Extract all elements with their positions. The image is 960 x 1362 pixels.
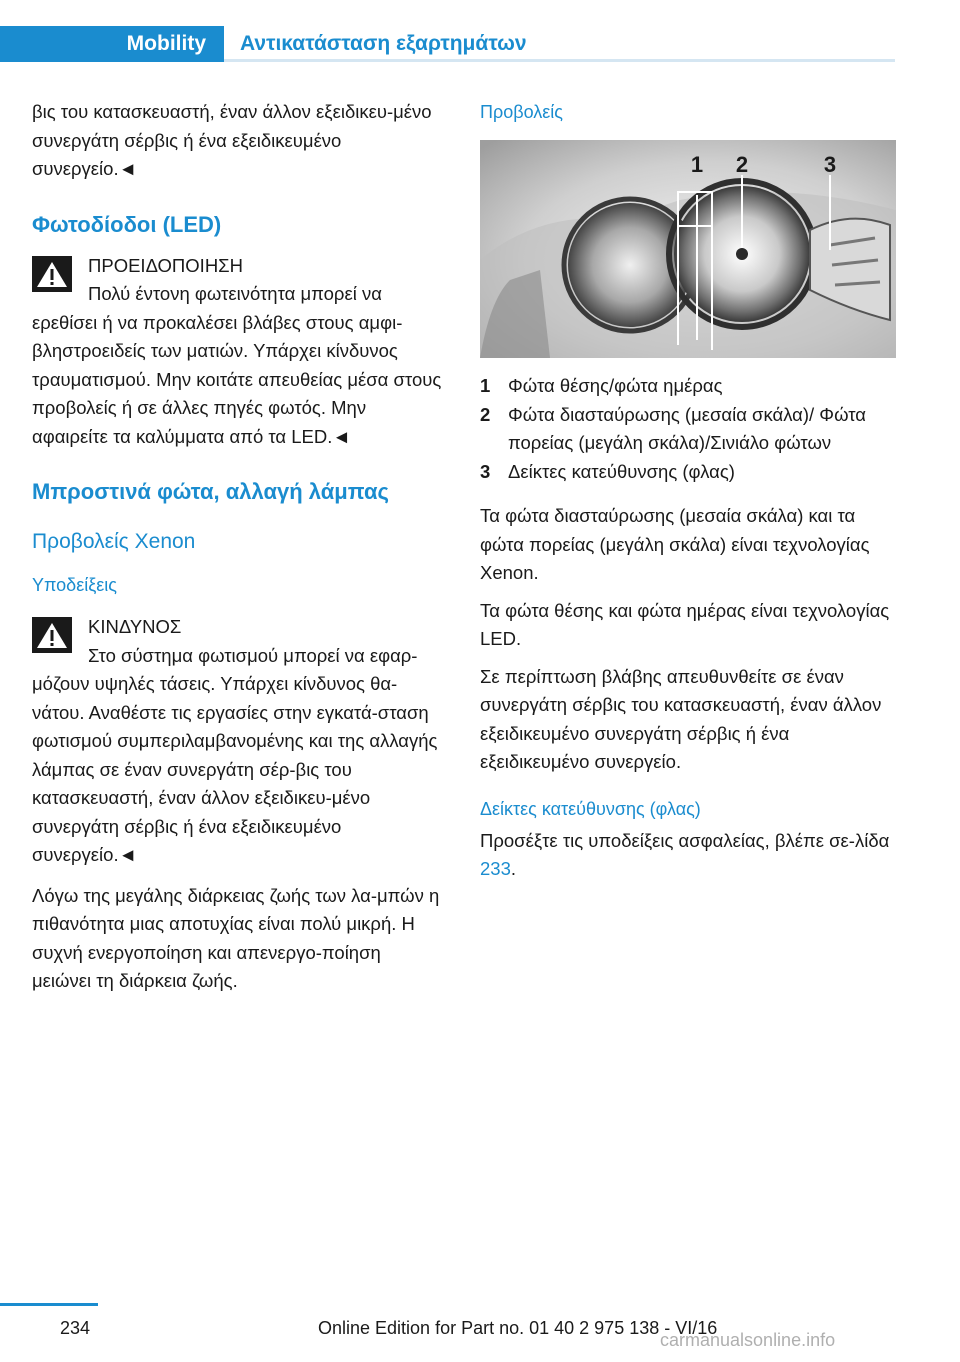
legend-number: 3 [480, 460, 491, 482]
legend-number: 2 [480, 403, 491, 425]
right-column [480, 98, 892, 893]
indicators-text: Προσέξτε τις υποδείξεις ασφαλείας, βλέπε σε-λίδα [480, 829, 890, 851]
led-heading: Φωτοδίοδοι (LED) [32, 211, 222, 237]
damage-paragraph: Σε περίπτωση βλάβης απευθυνθείτε σε έναν συνεργάτη σέρβις του κατασκευαστή, έναν άλλον εξειδικευμένο συνεργάτη σέρβις ή ένα εξειδικευμένο συνεργείο. [480, 665, 882, 772]
page-header [0, 26, 960, 62]
headlights-heading: Προβολείς [480, 102, 563, 122]
led-paragraph: Τα φώτα θέσης και φώτα ημέρας είναι τεχνολογίας LED. [480, 599, 890, 649]
warning-text-first-line: Πολύ έντονη φωτεινότητα μπορεί να [88, 283, 382, 304]
page-reference-link[interactable]: 233 [480, 858, 511, 879]
indicators-paragraph [480, 827, 892, 884]
legend-number: 1 [480, 375, 491, 396]
callout-2: 2 [735, 152, 749, 177]
period: . [510, 858, 517, 879]
page-number: 234 [60, 1318, 91, 1338]
xenon-paragraph: Τα φώτα διασταύρωσης (μεσαία σκάλα) και τα φώτα πορείας (μεγάλη σκάλα) είναι τεχνολογίας Xenon. [480, 505, 870, 583]
watermark: carmanualsonline.info [660, 1330, 836, 1350]
indicators-heading: Δείκτες κατεύθυνσης (φλας) [480, 798, 701, 819]
warning-text: ερεθίσει ή να προκαλέσει βλάβες στους αμφι-βληστροειδείς των ματιών. Υπάρχει κίνδυνος τραυματισμού. Μην κοιτάτε απευθείας μέσα στους προβολείς ή σε άλλες πηγές φωτός. Μην αφαιρείτε τα καλύμματα από τα LED.◄ [32, 311, 442, 447]
warning-box-danger [32, 613, 444, 870]
xenon-heading: Προβολείς Xenon [32, 530, 196, 553]
legend-text: Δείκτες κατεύθυνσης (φλας) [508, 460, 735, 482]
footer-rule [0, 1303, 98, 1306]
warning-triangle-icon [32, 617, 72, 653]
legend-item [480, 401, 892, 458]
left-column [32, 98, 444, 1005]
intro-paragraph: βις του κατασκευαστή, έναν άλλον εξειδικευ-μένο συνεργάτη σέρβις ή ένα εξειδικευμένο συνεργείο.◄ [32, 101, 432, 179]
legend-item [480, 458, 892, 487]
legend-list [480, 372, 892, 486]
warning-triangle-icon [32, 256, 72, 292]
headlight-photo [480, 140, 896, 358]
front-lights-heading: Μπροστινά φώτα, αλλαγή λάμπας [32, 479, 389, 504]
danger-title: ΚΙΝΔΥΝΟΣ [88, 616, 182, 637]
legend-item [480, 372, 892, 401]
callout-3: 3 [823, 152, 837, 177]
lifetime-paragraph: Λόγω της μεγάλης διάρκειας ζωής των λα-μπών η πιθανότητα μιας αποτυχίας είναι πολύ μικρή. Η συχνή ενεργοποίηση και απενεργο-ποίηση μειώνει τη διάρκεια ζωής. [32, 884, 440, 991]
danger-text: μόζουν υψηλές τάσεις. Υπάρχει κίνδυνος θα-νάτου. Αναθέστε τις εργασίες στην εγκατά-σταση φωτισμού συμπεριλαμβανομένης και της αλλαγής λάμπας σε έναν συνεργάτη σέρ-βις του κατασκευαστή, έναν άλλον εξειδικευ-μένο συνεργάτη σέρβις ή ένα εξειδικευμένο συνεργείο.◄ [32, 673, 438, 865]
warning-title: ΠΡΟΕΙΔΟΠΟΙΗΣΗ [88, 254, 243, 276]
callout-1: 1 [690, 152, 704, 177]
tab-section-title[interactable]: Αντικατάσταση εξαρτημάτων [224, 26, 895, 62]
warning-box-led [32, 252, 444, 452]
notes-heading: Υποδείξεις [32, 575, 117, 595]
danger-text-first-line: Στο σύστημα φωτισμού μπορεί να εφαρ- [88, 644, 418, 666]
edition-text: Online Edition for Part no. 01 40 2 975 138 - VI/16 [318, 1318, 718, 1338]
legend-text: Φώτα διασταύρωσης (μεσαία σκάλα)/ Φώτα πορείας (μεγάλη σκάλα)/Σινιάλο φώτων [508, 403, 866, 453]
tab-mobility[interactable]: Mobility [0, 26, 224, 62]
legend-text: Φώτα θέσης/φώτα ημέρας [508, 375, 723, 396]
